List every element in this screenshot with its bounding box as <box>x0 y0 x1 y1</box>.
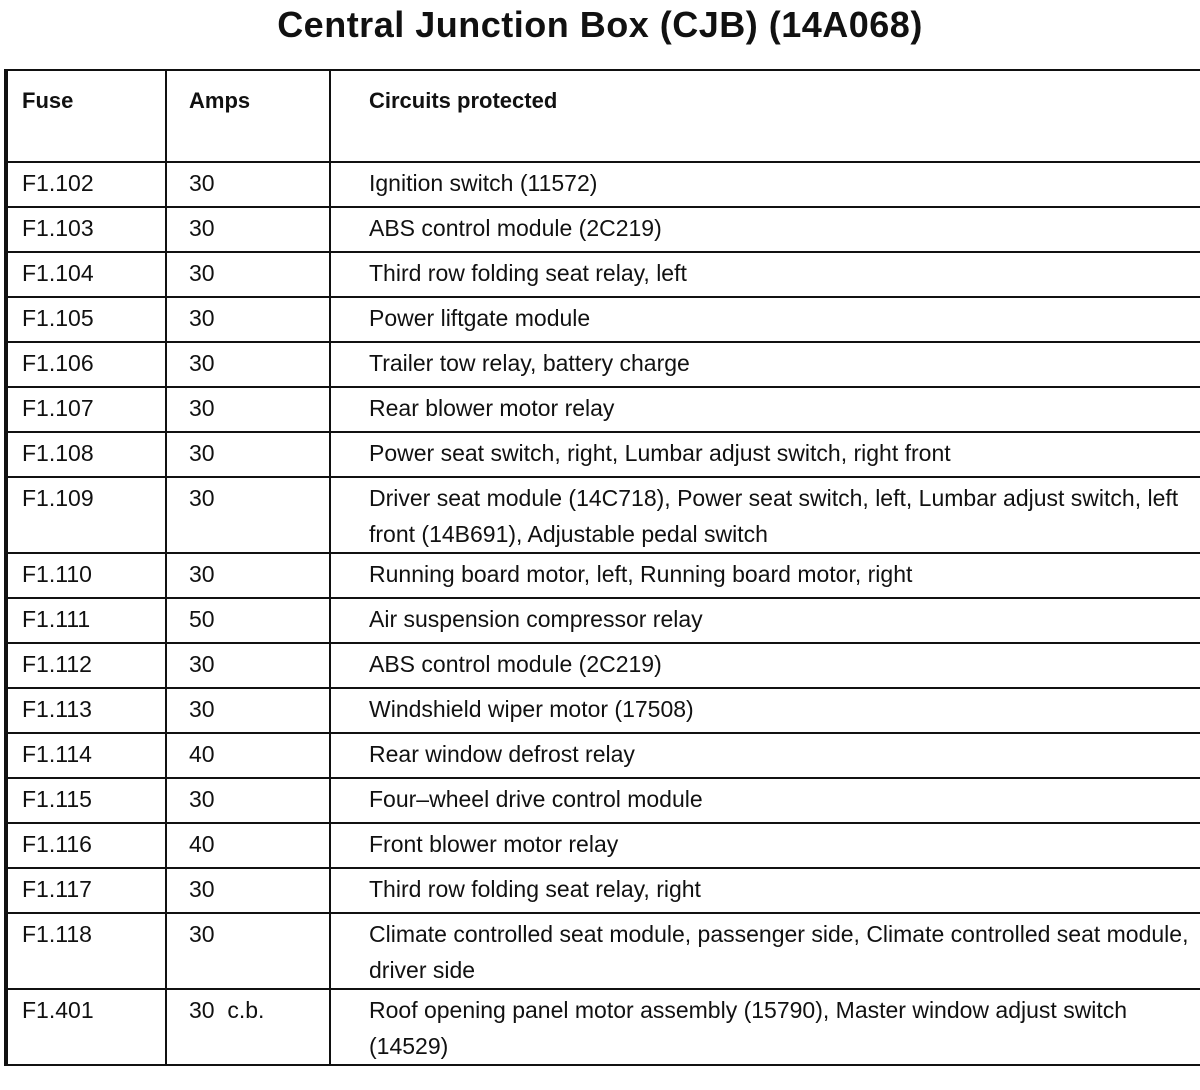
circuits-cell: Front blower motor relay <box>330 823 1200 868</box>
table-row <box>6 688 1200 733</box>
amps-cell: 30 c.b. <box>166 989 330 1065</box>
fuse-table <box>4 69 1200 1066</box>
table-row <box>6 733 1200 778</box>
circuits-cell: Power liftgate module <box>330 297 1200 342</box>
amps-cell: 30 <box>166 553 330 598</box>
fuse-cell: F1.103 <box>6 207 166 252</box>
amps-cell: 30 <box>166 643 330 688</box>
circuits-cell: Four–wheel drive control module <box>330 778 1200 823</box>
amps-cell: 40 <box>166 733 330 778</box>
fuse-cell: F1.104 <box>6 252 166 297</box>
table-row <box>6 989 1200 1065</box>
fuse-cell: F1.113 <box>6 688 166 733</box>
table-row <box>6 432 1200 477</box>
circuits-cell: Trailer tow relay, battery charge <box>330 342 1200 387</box>
table-row <box>6 297 1200 342</box>
circuits-cell: Climate controlled seat module, passenger side, Climate controlled seat module, driver side <box>330 913 1200 989</box>
fuse-cell: F1.111 <box>6 598 166 643</box>
table-row <box>6 207 1200 252</box>
amps-cell: 30 <box>166 162 330 207</box>
fuse-cell: F1.116 <box>6 823 166 868</box>
amps-cell: 30 <box>166 778 330 823</box>
table-row <box>6 553 1200 598</box>
amps-cell: 30 <box>166 477 330 553</box>
table-row <box>6 162 1200 207</box>
table-row <box>6 252 1200 297</box>
table-row <box>6 342 1200 387</box>
amps-cell: 30 <box>166 688 330 733</box>
amps-cell: 30 <box>166 432 330 477</box>
header-amps: Amps <box>166 70 330 162</box>
circuits-cell: Windshield wiper motor (17508) <box>330 688 1200 733</box>
circuits-cell: Ignition switch (11572) <box>330 162 1200 207</box>
fuse-cell: F1.110 <box>6 553 166 598</box>
fuse-cell: F1.102 <box>6 162 166 207</box>
fuse-cell: F1.401 <box>6 989 166 1065</box>
table-row <box>6 913 1200 989</box>
page-title: Central Junction Box (CJB) (14A068) <box>277 4 923 45</box>
table-row <box>6 387 1200 432</box>
table-header-row <box>6 70 1200 162</box>
circuits-cell: Third row folding seat relay, right <box>330 868 1200 913</box>
circuits-cell: Rear window defrost relay <box>330 733 1200 778</box>
fuse-cell: F1.112 <box>6 643 166 688</box>
circuits-cell: Driver seat module (14C718), Power seat switch, left, Lumbar adjust switch, left front (14B691), Adjustable pedal switch <box>330 477 1200 553</box>
amps-cell: 50 <box>166 598 330 643</box>
fuse-cell: F1.109 <box>6 477 166 553</box>
circuits-cell: Rear blower motor relay <box>330 387 1200 432</box>
circuits-cell: Third row folding seat relay, left <box>330 252 1200 297</box>
fuse-cell: F1.108 <box>6 432 166 477</box>
circuits-cell: Power seat switch, right, Lumbar adjust switch, right front <box>330 432 1200 477</box>
header-circuits: Circuits protected <box>330 70 1200 162</box>
fuse-cell: F1.117 <box>6 868 166 913</box>
circuits-cell: Air suspension compressor relay <box>330 598 1200 643</box>
amps-cell: 30 <box>166 207 330 252</box>
table-row <box>6 823 1200 868</box>
table-row <box>6 598 1200 643</box>
table-row <box>6 477 1200 553</box>
amps-cell: 40 <box>166 823 330 868</box>
fuse-cell: F1.106 <box>6 342 166 387</box>
circuits-cell: ABS control module (2C219) <box>330 643 1200 688</box>
amps-cell: 30 <box>166 342 330 387</box>
circuits-cell: ABS control module (2C219) <box>330 207 1200 252</box>
amps-cell: 30 <box>166 252 330 297</box>
circuits-cell: Running board motor, left, Running board motor, right <box>330 553 1200 598</box>
header-fuse: Fuse <box>6 70 166 162</box>
fuse-cell: F1.107 <box>6 387 166 432</box>
table-row <box>6 643 1200 688</box>
circuits-cell: Roof opening panel motor assembly (15790), Master window adjust switch (14529) <box>330 989 1200 1065</box>
amps-cell: 30 <box>166 297 330 342</box>
table-row <box>6 868 1200 913</box>
table-row <box>6 778 1200 823</box>
fuse-cell: F1.118 <box>6 913 166 989</box>
fuse-cell: F1.115 <box>6 778 166 823</box>
amps-cell: 30 <box>166 387 330 432</box>
amps-cell: 30 <box>166 868 330 913</box>
fuse-cell: F1.105 <box>6 297 166 342</box>
amps-cell: 30 <box>166 913 330 989</box>
fuse-cell: F1.114 <box>6 733 166 778</box>
